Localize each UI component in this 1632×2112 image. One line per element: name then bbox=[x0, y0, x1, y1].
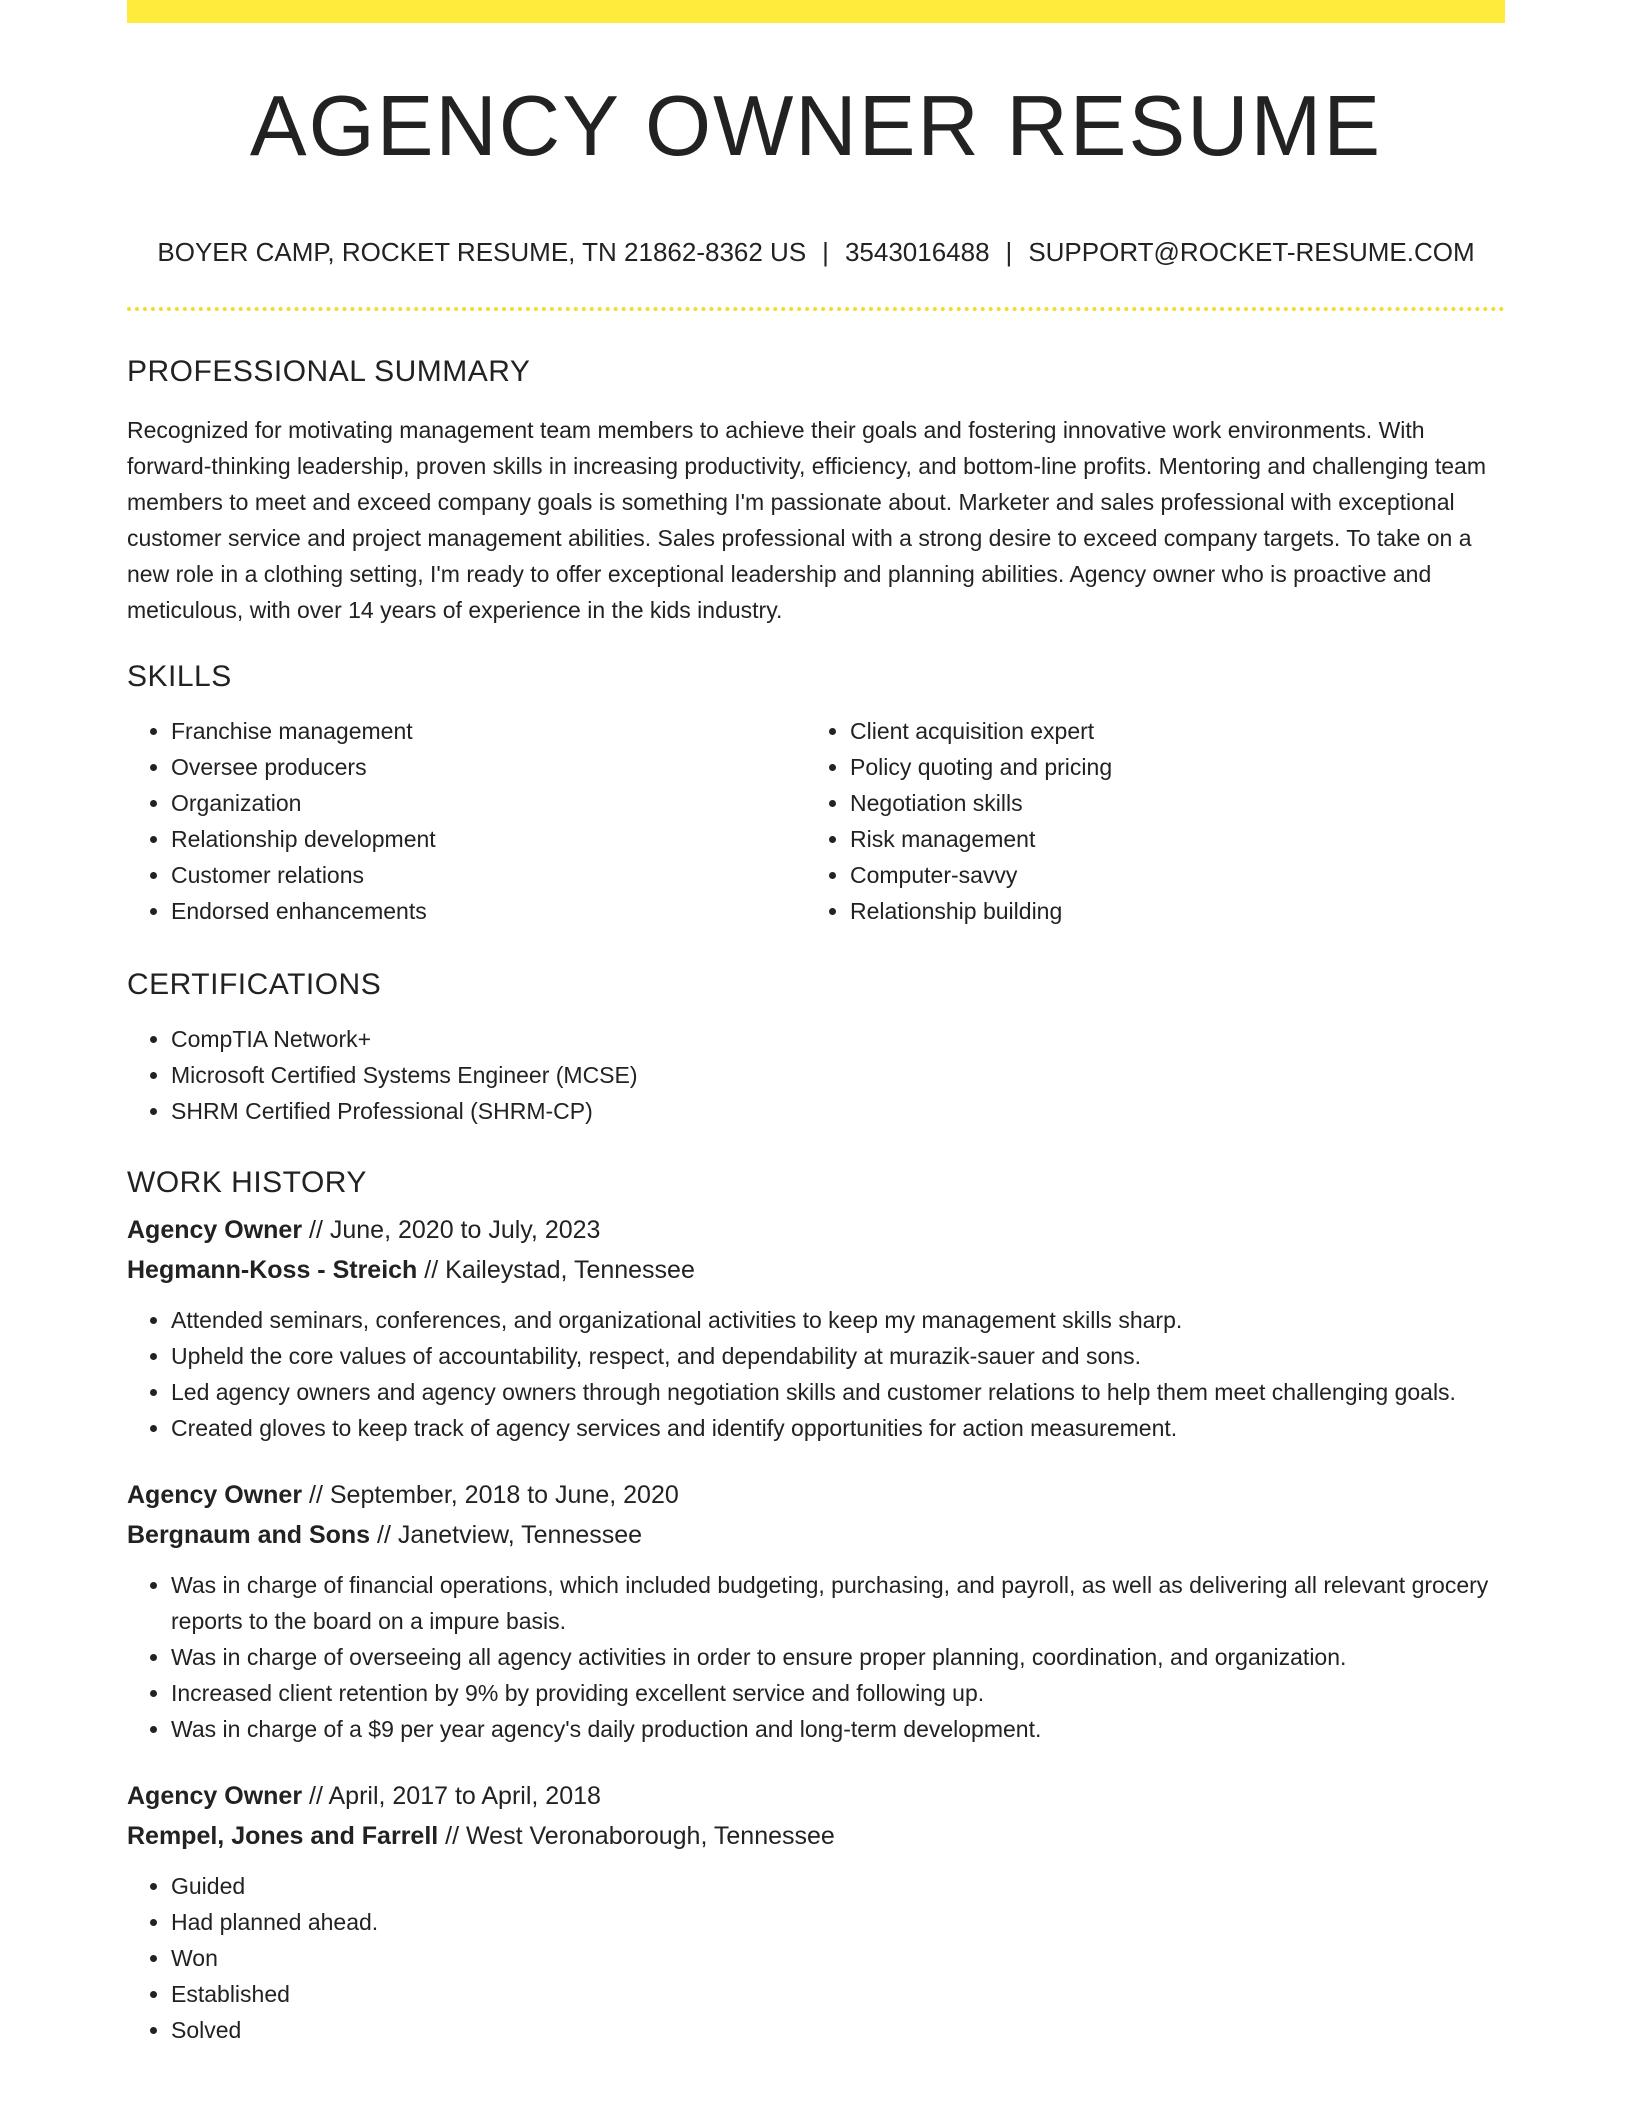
job-location: West Veronaborough, Tennessee bbox=[466, 1822, 835, 1850]
job-entry bbox=[127, 1210, 1505, 1446]
resume-title: AGENCY OWNER RESUME bbox=[249, 79, 1383, 174]
job-entry bbox=[127, 1776, 1505, 2048]
job-company: Hegmann-Koss - Streich bbox=[127, 1256, 418, 1284]
contact-separator: | bbox=[822, 237, 829, 267]
contact-address: BOYER CAMP, ROCKET RESUME, TN 21862-8362 US bbox=[157, 237, 807, 267]
job-bullet: • Solved bbox=[171, 2012, 1505, 2048]
job-company-line bbox=[127, 1816, 1505, 1856]
skill-item: • Oversee producers bbox=[171, 749, 806, 785]
summary-text: Recognized for motivating management team members to achieve their goals and fostering innovative work environments. With forward-thinking leadership, proven skills in increasing productivity, efficiency, and bottom-line profits. Mentoring and challenging team members to meet and exceed company goals is something I'm passionate about. Marketer and sales professional with exceptional customer service and project management abilities. Sales professional with a strong desire to exceed company targets. To take on a new role in a clothing setting, I'm ready to offer exceptional leadership and planning abilities. Agency owner who is proactive and meticulous, with over 14 years of experience in the kids industry. bbox=[127, 417, 1486, 623]
job-bullet: • Led agency owners and agency owners through negotiation skills and customer relations to help them meet challenging goals. bbox=[171, 1374, 1505, 1410]
job-entry bbox=[127, 1475, 1505, 1747]
skill-item: • Organization bbox=[171, 785, 806, 821]
job-dates: June, 2020 to July, 2023 bbox=[329, 1216, 601, 1244]
skill-item: • Computer-savvy bbox=[850, 857, 1485, 893]
job-bullet: • Was in charge of financial operations, which included budgeting, purchasing, and payroll, as well as delivering all relevant grocery reports to the board on a impure basis. bbox=[171, 1567, 1505, 1639]
job-dates: April, 2017 to April, 2018 bbox=[328, 1782, 601, 1810]
job-company-line bbox=[127, 1515, 1505, 1555]
job-bullet: • Was in charge of a $9 per year agency's daily production and long-term development. bbox=[171, 1711, 1505, 1747]
skills-section bbox=[127, 660, 1505, 929]
job-bullet: • Won bbox=[171, 1940, 1505, 1976]
certification-item: • SHRM Certified Professional (SHRM-CP) bbox=[171, 1093, 1505, 1129]
skills-columns bbox=[127, 713, 1505, 929]
job-title: Agency Owner bbox=[127, 1216, 303, 1244]
certification-item: • Microsoft Certified Systems Engineer (MCSE) bbox=[171, 1057, 1505, 1093]
job-title: Agency Owner bbox=[127, 1782, 303, 1810]
certifications-section bbox=[127, 968, 1505, 1129]
job-dates: September, 2018 to June, 2020 bbox=[329, 1481, 679, 1509]
job-title-line bbox=[127, 1475, 1505, 1515]
certification-item: • CompTIA Network+ bbox=[171, 1021, 1505, 1057]
job-bullet: • Was in charge of overseeing all agency activities in order to ensure proper planning, coordination, and organization. bbox=[171, 1639, 1505, 1675]
work-history-section bbox=[127, 1166, 1505, 2048]
work-history-heading: WORK HISTORY bbox=[127, 1166, 367, 1199]
job-bullet: • Established bbox=[171, 1976, 1505, 2012]
job-company: Rempel, Jones and Farrell bbox=[127, 1822, 439, 1850]
job-title-line bbox=[127, 1776, 1505, 1816]
job-divider: // bbox=[377, 1521, 391, 1549]
skill-item: • Relationship building bbox=[850, 893, 1485, 929]
skill-item: • Client acquisition expert bbox=[850, 713, 1485, 749]
job-company: Bergnaum and Sons bbox=[127, 1521, 371, 1549]
job-title: Agency Owner bbox=[127, 1481, 303, 1509]
job-bullet: • Attended seminars, conferences, and organizational activities to keep my management skills sharp. bbox=[171, 1302, 1505, 1338]
dotted-divider bbox=[127, 307, 1505, 311]
certifications-heading: CERTIFICATIONS bbox=[127, 968, 382, 1001]
job-company-line bbox=[127, 1250, 1505, 1290]
summary-section bbox=[127, 355, 1505, 628]
skills-heading: SKILLS bbox=[127, 660, 232, 693]
job-bullet: • Guided bbox=[171, 1868, 1505, 1904]
job-bullet: • Had planned ahead. bbox=[171, 1904, 1505, 1940]
job-location: Kaileystad, Tennessee bbox=[445, 1256, 695, 1284]
skill-item: • Policy quoting and pricing bbox=[850, 749, 1485, 785]
skill-item: • Risk management bbox=[850, 821, 1485, 857]
job-location: Janetview, Tennessee bbox=[397, 1521, 643, 1549]
top-accent-bar bbox=[127, 0, 1505, 23]
job-bullet: • Upheld the core values of accountability, respect, and dependability at murazik-sauer and sons. bbox=[171, 1338, 1505, 1374]
job-bullet: • Increased client retention by 9% by providing excellent service and following up. bbox=[171, 1675, 1505, 1711]
skill-item: • Franchise management bbox=[171, 713, 806, 749]
job-bullet: • Created gloves to keep track of agency services and identify opportunities for action measurement. bbox=[171, 1410, 1505, 1446]
job-title-line bbox=[127, 1210, 1505, 1250]
summary-heading: PROFESSIONAL SUMMARY bbox=[127, 355, 531, 388]
skill-item: • Endorsed enhancements bbox=[171, 893, 806, 929]
skill-item: • Negotiation skills bbox=[850, 785, 1485, 821]
job-divider: // bbox=[424, 1256, 439, 1284]
contact-line bbox=[127, 237, 1505, 268]
skills-column-left bbox=[127, 713, 806, 929]
job-divider: // bbox=[445, 1822, 460, 1850]
contact-email: SUPPORT@ROCKET-RESUME.COM bbox=[1028, 237, 1475, 267]
contact-phone: 3543016488 bbox=[844, 237, 990, 267]
skill-item: • Customer relations bbox=[171, 857, 806, 893]
skills-column-right bbox=[806, 713, 1485, 929]
job-divider: // bbox=[309, 1481, 323, 1509]
skill-item: • Relationship development bbox=[171, 821, 806, 857]
job-divider: // bbox=[309, 1782, 323, 1810]
contact-separator: | bbox=[1005, 237, 1013, 267]
job-divider: // bbox=[309, 1216, 323, 1244]
